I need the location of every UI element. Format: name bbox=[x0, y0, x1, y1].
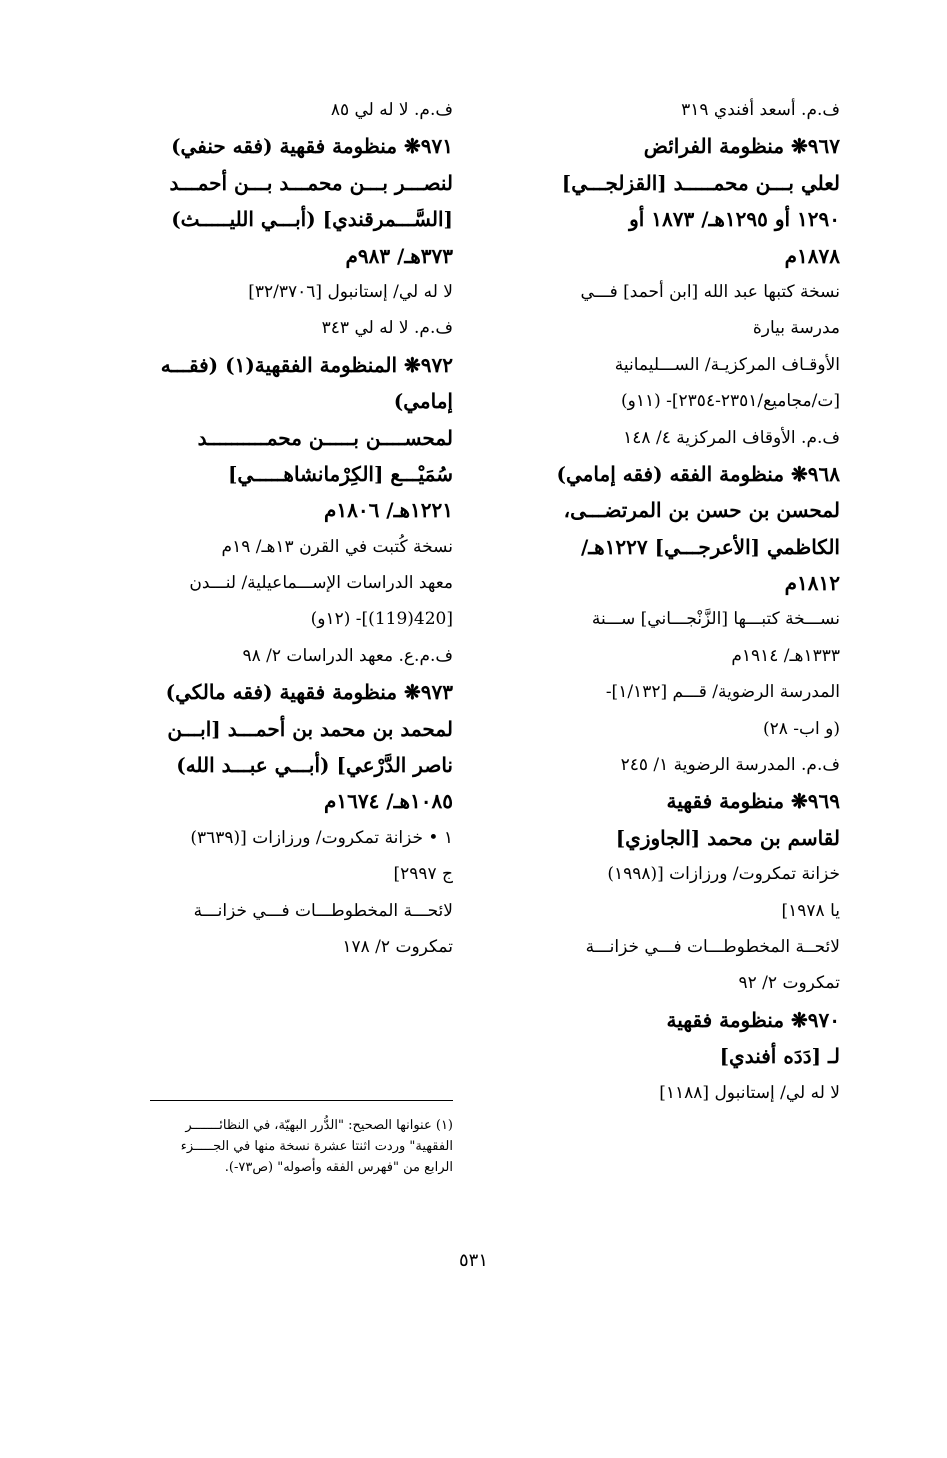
detail-line: لائحــة المخطوطـــات فـــي خزانـــة bbox=[585, 936, 840, 957]
author-line: ١٨٧٨م bbox=[784, 243, 840, 268]
author-line: الكاظمي [الأعرجـــي] ١٢٢٧هـ/ bbox=[580, 534, 840, 559]
entry-heading: ٩٧١❋ منظومة فقهية (فقه حنفي) bbox=[171, 134, 453, 159]
author-line: ١٠٨٥هـ/ ١٦٧٤م bbox=[323, 789, 453, 814]
left-column bbox=[110, 92, 453, 965]
detail-line: [ت/مجاميع/٢٣٥١-٢٣٥٤]- (١١و) bbox=[621, 391, 840, 412]
detail-line: ف.م. الأوقاف المركزية ٤/ ١٤٨ bbox=[623, 427, 840, 448]
detail-line: الأوقـاف المركزيـة/ الســـليمانية bbox=[614, 354, 840, 375]
detail-line: لا له لي/ إستانبول [١١٨٨] bbox=[659, 1082, 840, 1103]
detail-line: ف.م. لا له لي ٨٥ bbox=[330, 100, 453, 120]
detail-line: لائحـــة المخطوطـــات فـــي خزانـــة bbox=[193, 900, 453, 921]
detail-line: ١٣٣٣هـ/ ١٩١٤م bbox=[731, 645, 840, 666]
footnote-line: الرابع من "فهرس الفقه وأصوله" (ص٧٣-). bbox=[224, 1160, 453, 1175]
footnote-block bbox=[150, 1100, 453, 1178]
author-line: لعلي بـــن محمـــــد [القزلجـــي] bbox=[561, 170, 840, 195]
author-line: سُمَيْـــع [الكِرْمانشاهـــــي] bbox=[227, 461, 453, 486]
author-line: ١٢٩٠ أو ١٢٩٥هـ/ ١٨٧٣ أو bbox=[629, 207, 840, 232]
entry-heading: ٩٧٠❋ منظومة فقهية bbox=[666, 1007, 840, 1032]
detail-line: (و اب- ٢٨) bbox=[762, 718, 840, 739]
author-line: لمحمد بن محمد بن أحمـــد [ابـــن bbox=[167, 716, 453, 741]
author-line: إمامي) bbox=[393, 389, 453, 414]
author-line: لقاسم بن محمد [الجاوزي] bbox=[615, 825, 840, 850]
detail-line: نســـخة كتبـــها [الزَّنْجـــاني] ســـنة bbox=[591, 609, 840, 630]
footnote-line: (١) عنوانها الصحيح: "الدُّرر البهيّة، في النظائـــــــر bbox=[185, 1118, 453, 1133]
detail-line: ١ • خزانة تمكروت/ ورزازات [(٣٦٣٩) bbox=[190, 827, 453, 848]
detail-line: تمكروت ٢/ ٩٢ bbox=[738, 973, 840, 994]
entry-heading: ٩٧٢❋ المنظومة الفقهية(١) (فقـــه bbox=[160, 352, 453, 377]
detail-line: ف.م. أسعد أفندي ٣١٩ bbox=[681, 100, 840, 120]
detail-line: تمكروت ٢/ ١٧٨ bbox=[342, 936, 453, 957]
detail-line: ف.م.ع. معهد الدراسات ٢/ ٩٨ bbox=[242, 645, 453, 666]
author-line: لـ [دَدَه أفندي] bbox=[719, 1044, 840, 1069]
author-line: لمحسن بن حسن بن المرتضـــى، bbox=[563, 498, 840, 523]
detail-line: لا له لي/ إستانبول [٣٢/٣٧٠٦] bbox=[248, 281, 453, 302]
author-line: ناصر الدَّرْعي] (أبـــي عبـــد الله) bbox=[176, 753, 453, 778]
right-column bbox=[498, 92, 840, 1111]
detail-line: يا ١٩٧٨] bbox=[781, 900, 840, 921]
detail-line: نسخة كتبها عبد الله [ابن أحمد] فـــي bbox=[580, 281, 840, 302]
footnote-rule bbox=[150, 1100, 453, 1101]
detail-line: معهد الدراسات الإســـماعيلية/ لنـــدن bbox=[189, 573, 453, 594]
page-number: ٥٣١ bbox=[458, 1250, 488, 1271]
author-line: لنصـــر بـــن محمـــد بـــن أحمـــد bbox=[169, 170, 453, 195]
entry-heading: ٩٧٣❋ منظومة فقهية (فقه مالكي) bbox=[165, 680, 453, 705]
detail-line: ف.م. المدرسة الرضوية ١/ ٢٤٥ bbox=[620, 755, 840, 776]
entry-heading: ٩٦٨❋ منظومة الفقه (فقه إمامي) bbox=[556, 461, 840, 486]
detail-line: ج ٢٩٩٧] bbox=[393, 864, 453, 885]
author-line: ١٨١٢م bbox=[784, 571, 840, 596]
detail-line: [420(119)]- (١٢و) bbox=[310, 609, 453, 630]
author-line: ٣٧٣هـ/ ٩٨٣م bbox=[345, 243, 453, 268]
author-line: ١٢٢١هـ/ ١٨٠٦م bbox=[323, 498, 453, 523]
author-line: لمحســــن بـــــن محمــــــــــد bbox=[197, 425, 453, 450]
footnote-line: الفقهية" وردت اثنتا عشرة نسخة منها في الجـــــزء bbox=[180, 1139, 453, 1154]
detail-line: خزانة تمكروت/ ورزازات [(١٩٩٨) bbox=[607, 864, 840, 885]
entry-heading: ٩٦٧❋ منظومة الفرائض bbox=[643, 134, 840, 159]
entry-heading: ٩٦٩❋ منظومة فقهية bbox=[666, 789, 840, 814]
detail-line: المدرسة الرضوية/ قـــم [١/١٣٢]- bbox=[605, 682, 840, 703]
detail-line: ف.م. لا له لي ٣٤٣ bbox=[321, 318, 453, 339]
detail-line: مدرسة بيارة bbox=[752, 318, 840, 339]
author-line: [السَّـــمرقندي] (أبـــي الليـــــث) bbox=[171, 207, 453, 232]
detail-line: نسخة كُتبت في القرن ١٣هـ/ ١٩م bbox=[221, 536, 453, 557]
